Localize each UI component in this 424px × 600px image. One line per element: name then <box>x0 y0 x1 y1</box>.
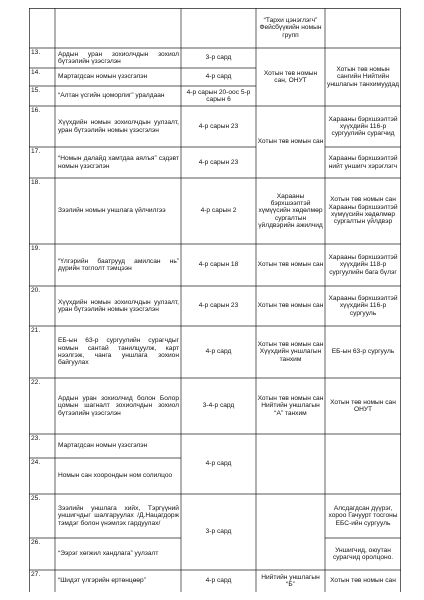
place-text: “Тархи цэнэглэгч” Фейсбүүкийн номын групп <box>259 17 322 39</box>
participants-text: Харааны бэрхшээлтэй хүүхдийн 118-р сургуулийн бага бүлэг <box>328 254 398 276</box>
activity-text: Ардын уран зохиолчид болон Болор цомын шагналт зохиолчдын зохиол бүтээлийн үзэсгэлэн <box>58 395 179 417</box>
place-text: Хотын төв номын сан <box>257 138 324 146</box>
row-number: 17. <box>31 148 41 155</box>
date-text: 3-р сард <box>205 54 232 62</box>
row-number: 22. <box>31 379 41 386</box>
activity-text: Зээлийн уншлага хийх, Тэргүүний уншигчдыг шалгаруулах /Д.Нацагдорж тэмдэг болон үнэмлэх гардуулах/ <box>58 505 179 527</box>
row-number: 16. <box>31 107 41 114</box>
activity-text: “Шидэт үлгэрийн ертөнцөөр” <box>58 577 146 585</box>
row-number: 19. <box>31 245 41 252</box>
row-number: 23. <box>31 435 41 442</box>
activity-text: “Ээрэг хөгжил хандлага” уулзалт <box>58 550 159 558</box>
activity-text: Хүүхдийн номын зохиолчдын уулзалт, уран бүтээлийн номын үзэсгэлэн <box>58 119 179 134</box>
participants-text: ЕБ-ын 63-р сургууль <box>331 348 395 356</box>
participants-text: Хотын төв номын сангийн Нийтийн уншлагын танхимуудад <box>327 66 399 88</box>
row-number: 18. <box>31 179 41 186</box>
date-text: 4-р сарын 20-оос 5-р сарын 6 <box>186 88 251 103</box>
date-text: 4-р сарын 23 <box>198 122 239 130</box>
participants-text: Харааны бэрхшээлтэй хүүхдийн 116-р сургууль <box>328 295 398 317</box>
place-text: Хотын төв номын сан, ОНУТ <box>263 69 318 84</box>
participants-text: Харааны бэрхшээлтэй нийт уншигч хэрэглэгч <box>328 155 398 170</box>
place-text: Харааны бэрхшээлтэй хүмүүсийн хөдөлмөр сургалтын үйлдвэрийн ажилчид <box>258 192 323 229</box>
participants-text: Хотын төв номын сан ОНУТ <box>330 398 396 413</box>
row-number: 15. <box>31 87 41 94</box>
activity-text: Мартагдсан номын үзэсгэлэн <box>58 73 148 81</box>
row-number: 14. <box>31 69 41 76</box>
activity-text: “Үлгэрийн баатрууд амилсан нь” дүрийн тоглолт тэмцээн <box>58 257 179 272</box>
place-text <box>256 434 325 494</box>
place-text: Хотын төв номын сан Хүүхдийн уншлагын танхим <box>257 341 324 363</box>
row-number: 27. <box>31 571 41 578</box>
date-text: 4-р сарын 18 <box>198 261 239 269</box>
row-number: 25. <box>31 495 41 502</box>
date-text: 4-р сард <box>205 577 232 585</box>
row-number: 13. <box>31 49 41 56</box>
row-number: 20. <box>31 287 41 294</box>
participants-text <box>325 434 401 494</box>
place-text <box>256 494 325 570</box>
participants-text: Алсдагдсан дүүрэг, хороо Гачуурт тосгоны ЕБС-ийн сургууль <box>328 505 398 527</box>
participants-text: Уншигчид, оюутан сурагчид оролцоно. <box>332 546 394 561</box>
schedule-table <box>29 8 401 592</box>
row-number: 24. <box>31 459 41 466</box>
date-text: 4-р сарын 23 <box>198 158 239 166</box>
date-text: 4-р сарын 2 <box>200 207 237 215</box>
date-text: 4-р сард <box>205 73 232 81</box>
participants-text: Хотын төв номын сан <box>330 577 396 585</box>
activity-text <box>55 8 181 48</box>
date-text: 4-р сард <box>205 460 232 468</box>
activity-text: ЕБ-ын 63-р сургуулийн сурагчдыг номын сантай танилцуулж, карт нээлгэж, чанга уншлага зохион байгуулах <box>58 337 179 367</box>
date-text: 4-р сарын 23 <box>198 302 239 310</box>
activity-text: Ардын уран зохиолчдын зохиол бүтээлийн үзэсгэлэн <box>58 50 179 65</box>
place-text: Хотын төв номын сан <box>257 261 324 269</box>
row-number <box>29 8 55 48</box>
activity-text: Хүүхдийн номын зохиолчдын уулзалт, уран бүтээлийн номын үзэсгэлэн <box>58 298 179 313</box>
date-text: 4-р сард <box>205 348 232 356</box>
row-number: 21. <box>31 327 41 334</box>
date-text: 3-р сард <box>205 528 232 536</box>
date-text <box>181 8 256 48</box>
activity-text: “Номын далайд хамтдаа аялъя” сэдэвт номын үзэсгэлэн <box>58 155 179 170</box>
activity-text: Мартагдсан номын үзэсгэлэн <box>58 442 148 450</box>
activity-text: Номын сан хоорондын ном солилцоо <box>58 472 173 480</box>
date-text: 3-4-р сард <box>202 402 235 410</box>
participants-text: Харааны бэрхшээлтэй хүүхдийн 116-р сургуулийн сурагчид <box>328 115 398 138</box>
place-text: Нийтийн уншлагын “Б” <box>261 573 320 588</box>
place-text: Хотын төв номын сан <box>257 302 324 310</box>
participants-text <box>325 8 401 48</box>
row-number: 26. <box>31 539 41 546</box>
participants-text: Хотын төв номын сан Харааны бэрхшээлтэй хүмүүсийн хөдөлмөр сургалтын үйлдвэр <box>328 196 398 226</box>
place-text: Хотын төв номын сан Нийтийн уншлагын “А” танхим <box>257 395 324 417</box>
activity-text: Зээлийн номын уншлага үйлчилгээ <box>58 207 166 215</box>
activity-text: “Алтан үсгийн цоморлиг” уралдаан <box>58 92 165 100</box>
